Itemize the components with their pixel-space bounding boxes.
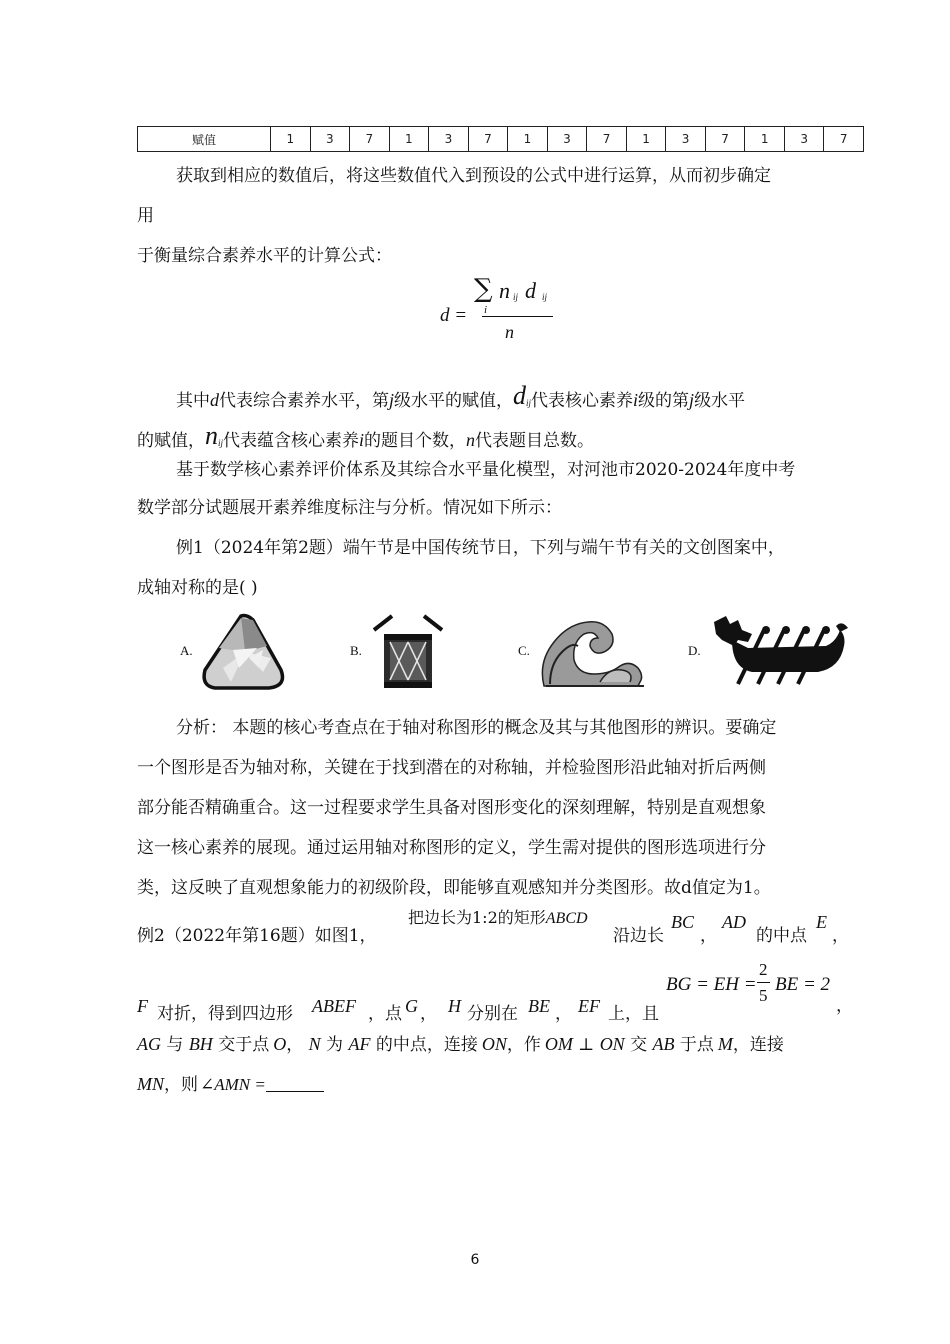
- text: 其中: [176, 391, 210, 411]
- text: 级的第: [638, 391, 690, 411]
- table-cell: 7: [587, 127, 627, 152]
- score-table: [137, 126, 864, 152]
- var-nij-sub: ij: [218, 438, 224, 448]
- table-cell: 7: [350, 127, 390, 152]
- text: 代表题目总数。: [475, 431, 595, 451]
- analysis-line: 一个图形是否为轴对称，关键在于找到潜在的对称轴，并检验图形沿此轴对折后两侧: [137, 758, 766, 778]
- table-cell: 7: [468, 127, 508, 152]
- formula-n: n: [499, 278, 510, 303]
- var-d: d: [210, 390, 219, 410]
- text: 级水平: [694, 391, 746, 411]
- text: ，点: [368, 1004, 402, 1024]
- table-cell: 1: [626, 127, 666, 152]
- analysis-line: 类，这反映了直观想象能力的初级阶段，即能够直观感知并分类图形。故d值定为1。: [137, 878, 771, 898]
- text: 对折，得到四边形: [157, 1004, 293, 1024]
- var-n: N: [308, 1034, 321, 1054]
- text: ，连接: [732, 1035, 784, 1055]
- var-ef: EF: [578, 996, 600, 1016]
- fraction-numerator: 2: [759, 960, 768, 979]
- table-cell: 3: [547, 127, 587, 152]
- formula-d: d: [525, 278, 536, 303]
- table-cell: 3: [429, 127, 469, 152]
- text: 为: [326, 1035, 344, 1055]
- paragraph-line: 获取到相应的数值后，将这些数值代入到预设的公式中进行运算，从而初步确定: [176, 166, 771, 186]
- equation-rhs: BE = 2: [775, 974, 831, 995]
- text: 交: [630, 1035, 648, 1055]
- table-cell: 7: [824, 127, 864, 152]
- var-nij: n: [205, 421, 218, 450]
- table-cell: 3: [784, 127, 824, 152]
- text: 级水平的赋值，: [394, 391, 514, 411]
- paragraph-line: 例1（2024年第2题）端午节是中国传统节日，下列与端午节有关的文创图案中，: [176, 538, 785, 558]
- option-a-label: A.: [180, 643, 193, 658]
- text: 代表蕴含核心素养: [223, 431, 360, 451]
- analysis-line: 分析： 本题的核心考查点在于轴对称图形的概念及其与其他图形的辨识。要确定: [176, 718, 777, 738]
- example2-rect-text: [408, 908, 588, 929]
- var-j: j: [389, 390, 395, 410]
- table-header-cell: 赋值: [138, 127, 271, 152]
- paragraph-line: 成轴对称的是( ): [137, 578, 258, 598]
- var-on: ON: [481, 1034, 507, 1054]
- var-af: AF: [348, 1034, 371, 1054]
- text: ，作: [506, 1035, 541, 1055]
- table-row: [138, 127, 864, 152]
- text: 的题目个数，: [364, 431, 467, 451]
- paragraph-line: [137, 421, 595, 453]
- text: ，: [555, 1004, 572, 1024]
- var-ab: AB: [652, 1034, 675, 1054]
- table-cell: 1: [508, 127, 548, 152]
- var-angle-amn: ∠AMN =: [200, 1075, 266, 1094]
- text: 代表综合素养水平，第: [219, 391, 389, 411]
- text: 分别在: [467, 1004, 518, 1024]
- text: ，: [700, 926, 717, 946]
- text: 代表核心素养: [531, 391, 634, 411]
- var-g: G: [405, 996, 418, 1016]
- var-e: E: [816, 912, 827, 932]
- var-on: ON: [599, 1034, 625, 1054]
- var-abef: ABEF: [312, 996, 356, 1016]
- text: ，: [420, 1004, 437, 1024]
- fraction-bar: [482, 316, 553, 317]
- paragraph-line: [137, 1074, 324, 1095]
- var-bc: BC: [671, 912, 695, 932]
- table-cell: 1: [271, 127, 311, 152]
- option-b-label: B.: [350, 643, 362, 658]
- formula-n-sub: ij: [513, 292, 519, 302]
- paragraph-line: [176, 381, 746, 413]
- paragraph-line: 于衡量综合素养水平的计算公式：: [137, 246, 392, 266]
- var-n: n: [466, 430, 476, 450]
- paragraph-line: [137, 1034, 784, 1055]
- text: 的中点: [756, 926, 807, 946]
- paragraph-line: 数学部分试题展开素养维度标注与分析。情况如下所示：: [137, 498, 562, 518]
- text: ，则: [164, 1075, 198, 1095]
- var-f: F: [137, 996, 148, 1016]
- text: 交于点: [218, 1035, 270, 1055]
- text: 于点: [679, 1035, 714, 1055]
- fraction-denominator: 5: [759, 986, 768, 1005]
- var-i: i: [359, 430, 365, 450]
- zongzi-figure: [201, 612, 287, 690]
- var-j: j: [689, 390, 695, 410]
- var-dij: d: [513, 381, 527, 410]
- text: 的赋值，: [137, 431, 205, 451]
- var-be: BE: [528, 996, 550, 1016]
- var-ad: AD: [722, 912, 746, 932]
- page-number: 6: [470, 1252, 480, 1268]
- text: ，: [286, 1035, 304, 1055]
- sum-symbol: ∑: [474, 274, 493, 304]
- dragon-boat-figure: [708, 612, 852, 688]
- perp-symbol: ⊥: [578, 1035, 595, 1055]
- table-cell: 1: [745, 127, 785, 152]
- table-cell: 3: [310, 127, 350, 152]
- var-i: i: [633, 390, 639, 410]
- formula: [440, 272, 560, 344]
- text: 把边长为1:2的矩形: [408, 908, 546, 927]
- wave-figure: [538, 612, 648, 690]
- var-ag: AG: [137, 1034, 161, 1054]
- equation-lhs: BG = EH =: [666, 974, 757, 995]
- table-cell: 3: [666, 127, 706, 152]
- text: 与: [166, 1035, 184, 1055]
- text: 上，且: [608, 1004, 659, 1024]
- fraction-bar: [757, 982, 770, 983]
- option-d-label: D.: [688, 643, 701, 658]
- text: 沿边长: [613, 926, 664, 946]
- drum-figure: [370, 614, 446, 690]
- example2-prefix: 例2（2022年第16题）如图1，: [137, 926, 377, 946]
- var-abcd: ABCD: [545, 910, 588, 927]
- sum-index: i: [484, 304, 488, 316]
- formula-d-sub: ij: [542, 292, 548, 302]
- paragraph-line: 用: [137, 206, 154, 226]
- option-c-label: C.: [518, 643, 530, 658]
- var-om: OM: [544, 1034, 573, 1054]
- text: ，: [832, 926, 849, 946]
- text: 的中点，连接: [375, 1035, 478, 1055]
- var-bh: BH: [188, 1034, 213, 1054]
- var-mn: MN: [137, 1074, 164, 1094]
- var-m: M: [717, 1034, 733, 1054]
- text: ，: [836, 996, 853, 1016]
- table-cell: 7: [705, 127, 745, 152]
- answer-blank[interactable]: [266, 1077, 324, 1092]
- formula-lhs: d =: [440, 305, 468, 326]
- analysis-line: 这一核心素养的展现。通过运用轴对称图形的定义，学生需对提供的图形选项进行分: [137, 838, 766, 858]
- analysis-line: 部分能否精确重合。这一过程要求学生具备对图形变化的深刻理解，特别是直观想象: [137, 798, 766, 818]
- paragraph-line: 基于数学核心素养评价体系及其综合水平量化模型，对河池市2020-2024年度中考: [176, 460, 796, 480]
- var-o: O: [273, 1034, 287, 1054]
- var-dij-sub: ij: [526, 398, 532, 408]
- formula-denominator: n: [505, 322, 514, 342]
- table-cell: 1: [389, 127, 429, 152]
- var-h: H: [448, 996, 461, 1016]
